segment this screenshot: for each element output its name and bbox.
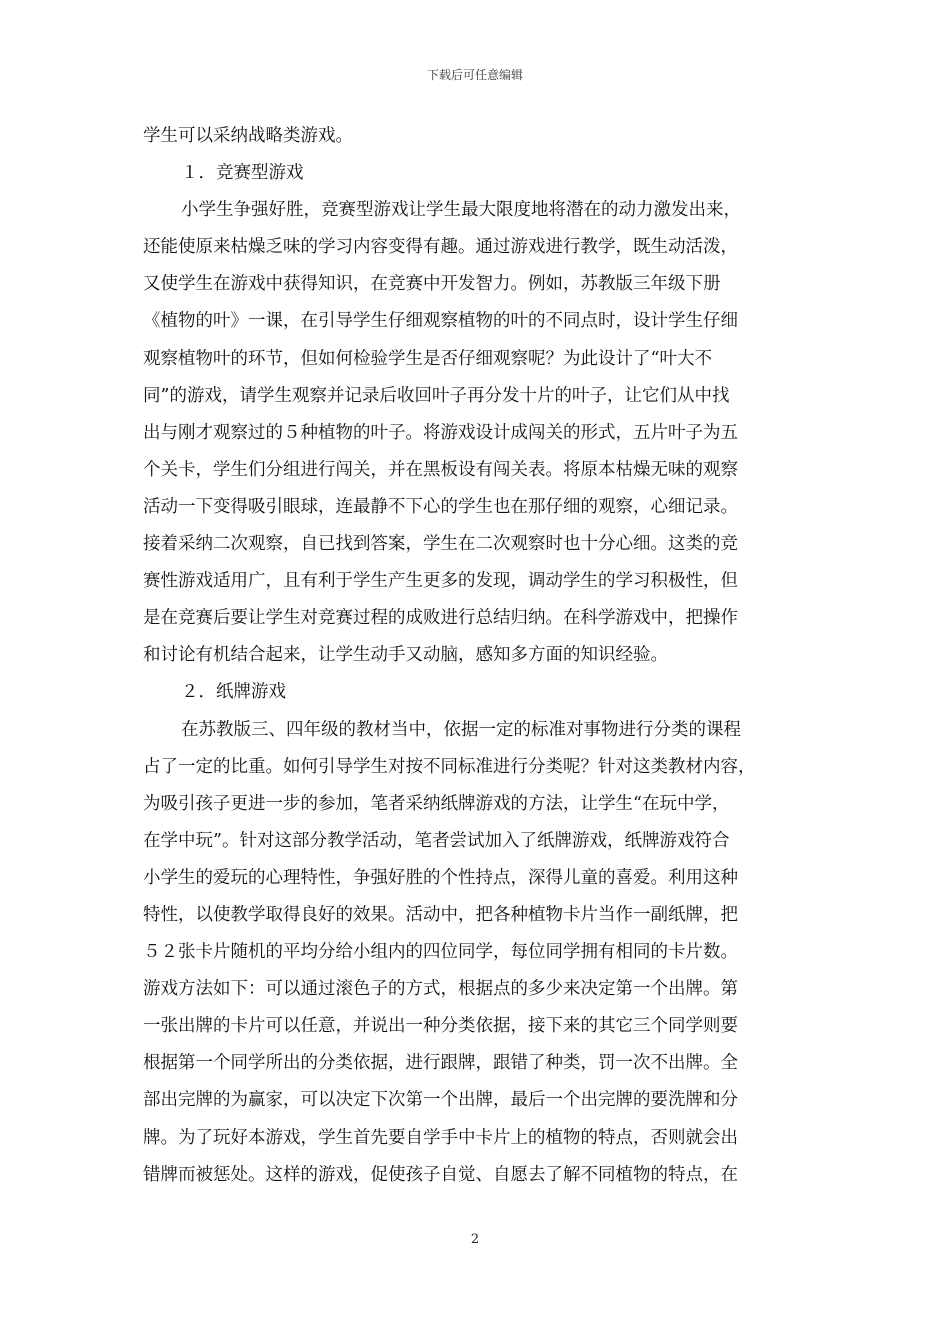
text-line: 出与刚才观察过的５种植物的叶子。将游戏设计成闯关的形式，五片叶子为五	[143, 422, 738, 443]
text-line: 占了一定的比重。如何引导学生对按不同标准进行分类呢？针对这类教材内容，	[143, 756, 756, 777]
section-heading-competition-games: １．竞赛型游戏	[181, 163, 304, 184]
text-line: 和讨论有机结合起来，让学生动手又动脑，感知多方面的知识经验。	[143, 645, 668, 666]
text-line: 个关卡，学生们分组进行闯关，并在黑板设有闯关表。将原本枯燥无味的观察	[143, 459, 738, 480]
text-line: 在苏教版三、四年级的教材当中，依据一定的标准对事物进行分类的课程	[181, 719, 741, 740]
page-header: 下载后可任意编辑	[426, 68, 523, 82]
text-line: 在学中玩”。针对这部分教学活动，笔者尝试加入了纸牌游戏，纸牌游戏符合	[143, 830, 730, 851]
text-line: 错牌而被惩处。这样的游戏，促使孩子自觉、自愿去了解不同植物的特点，在	[143, 1164, 738, 1185]
text-line: 小学生争强好胜，竞赛型游戏让学生最大限度地将潜在的动力激发出来，	[181, 200, 741, 221]
text-line: 接着采纳二次观察，自已找到答案，学生在二次观察时也十分心细。这类的竞	[143, 534, 738, 555]
text-line: 游戏方法如下：可以通过滚色子的方式，根据点的多少来决定第一个出牌。第	[143, 979, 738, 1000]
text-line: 同”的游戏，请学生观察并记录后收回叶子再分发十片的叶子，让它们从中找	[143, 385, 730, 406]
page-number: 2	[470, 1232, 480, 1247]
text-line: 又使学生在游戏中获得知识，在竞赛中开发智力。例如，苏教版三年级下册	[143, 274, 721, 295]
text-line: 赛性游戏适用广，且有利于学生产生更多的发现，调动学生的学习积极性，但	[143, 571, 738, 592]
text-line: 是在竞赛后要让学生对竞赛过程的成败进行总结归纳。在科学游戏中，把操作	[143, 608, 738, 629]
text-line: 部出完牌的为赢家，可以决定下次第一个出牌，最后一个出完牌的要洗牌和分	[143, 1090, 738, 1111]
text-line: ５２张卡片随机的平均分给小组内的四位同学，每位同学拥有相同的卡片数。	[143, 942, 738, 963]
text-line: 一张出牌的卡片可以任意，并说出一种分类依据，接下来的其它三个同学则要	[143, 1016, 738, 1037]
document-body	[143, 118, 809, 1194]
section-heading-card-games: ２．纸牌游戏	[181, 682, 286, 703]
text-line: 小学生的爱玩的心理特性，争强好胜的个性持点，深得儿童的喜爱。利用这种	[143, 867, 738, 888]
text-line: 特性，以使教学取得良好的效果。活动中，把各种植物卡片当作一副纸牌，把	[143, 904, 738, 925]
text-line: 观察植物叶的环节，但如何检验学生是否仔细观察呢？为此设计了“叶大不	[143, 348, 712, 369]
text-line: 活动一下变得吸引眼球，连最静不下心的学生也在那仔细的观察，心细记录。	[143, 496, 738, 517]
text-line: 《植物的叶》一课，在引导学生仔细观察植物的叶的不同点时，设计学生仔细	[143, 311, 738, 332]
text-line: 为吸引孩子更进一步的参加，笔者采纳纸牌游戏的方法，让学生“在玩中学，	[143, 793, 730, 814]
text-line: 还能使原来枯燥乏味的学习内容变得有趣。通过游戏进行教学，既生动活泼，	[143, 237, 738, 258]
text-line: 根据第一个同学所出的分类依据，进行跟牌，跟错了种类，罚一次不出牌。全	[143, 1053, 738, 1074]
text-line: 牌。为了玩好本游戏，学生首先要自学手中卡片上的植物的特点，否则就会出	[143, 1127, 738, 1148]
text-line: 学生可以采纳战略类游戏。	[143, 126, 353, 146]
